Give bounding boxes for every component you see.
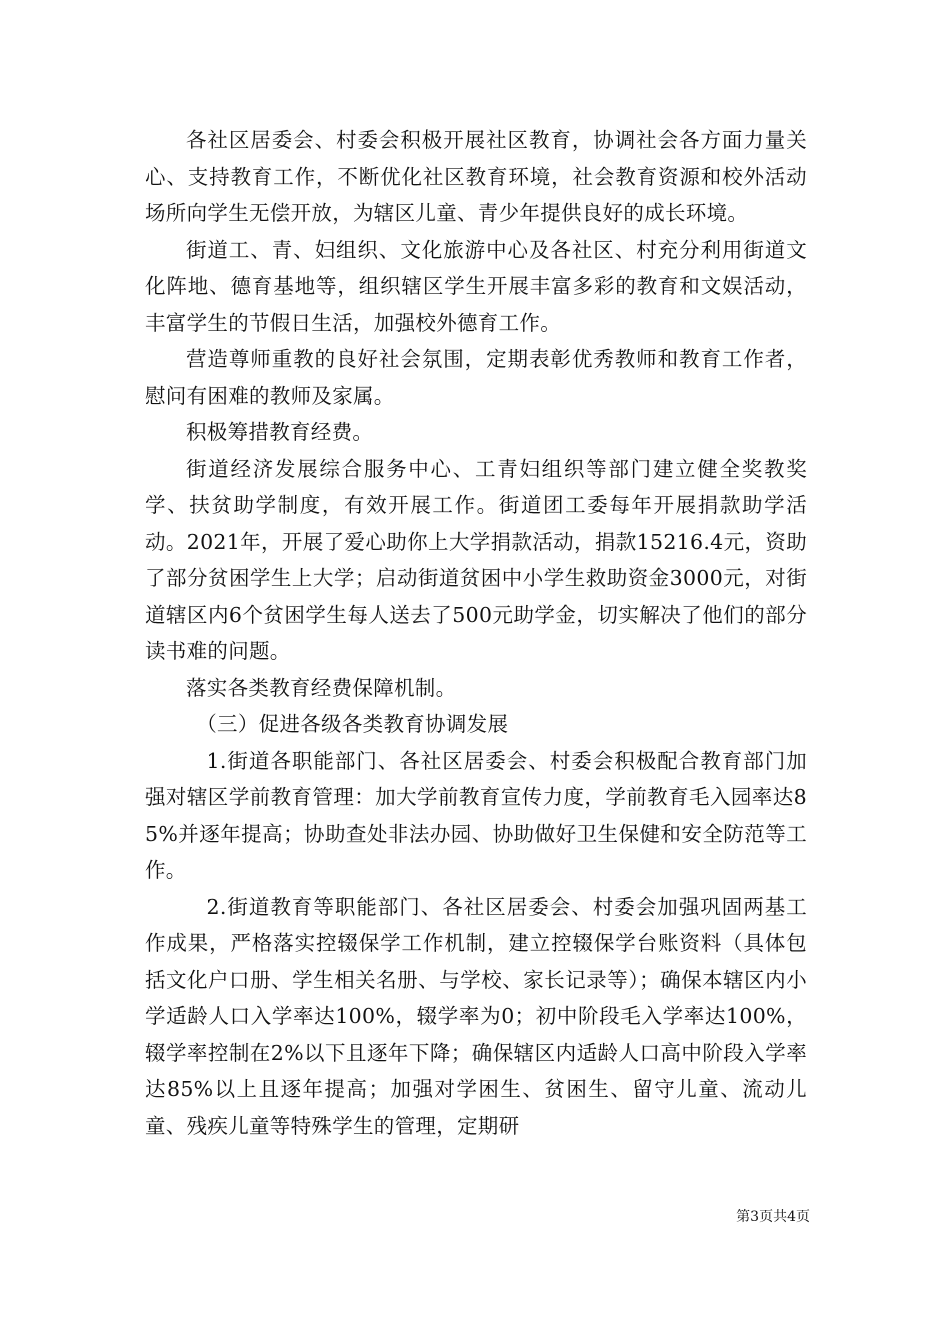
page-number: 第3页共4页 [736,1209,810,1225]
paragraph-fund-mechanism: 落实各类教育经费保障机制。 [186,675,457,700]
paragraph-student-aid: 街道经济发展综合服务中心、工青妇组织等部门建立健全奖教奖学、扶贫助学制度，有效开展工作。街道团工委每年开展捐款助学活动。2021年，开展了爱心助你上大学捐款活动，捐款15216.4元，资助了部分贫困学生上大学；启动街道贫困中小学生救助资金3000元，对街道辖区内6个贫困学生每人送去了500元助学金，切实解决了他们的部分读书难的问题。 [145,456,807,663]
paragraph-compulsory-education: 2.街道教育等职能部门、各社区居委会、村委会加强巩固两基工作成果，严格落实控辍保学工作机制，建立控辍保学台账资料（具体包括文化户口册、学生相关名册、与学校、家长记录等）；确保本辖区内小学适龄人口入学率达100%，辍学率为0；初中阶段毛入学率达100%，辍学率控制在2%以下且逐年下降；确保辖区内适龄人口高中阶段入学率达85%以上且逐年提高；加强对学困生、贫困生、留守儿童、流动儿童、残疾儿童等特殊学生的管理，定期研 [145,894,807,1138]
section-heading: （三）促进各级各类教育协调发展 [196,712,509,736]
paragraph-preschool: 1.街道各职能部门、各社区居委会、村委会积极配合教育部门加强对辖区学前教育管理：加大学前教育宣传力度，学前教育毛入园率达85%并逐年提高；协助查处非法办园、协助做好卫生保健和安全防范等工作。 [145,748,807,882]
paragraph-community-education: 各社区居委会、村委会积极开展社区教育，协调社会各方面力量关心、支持教育工作，不断优化社区教育环境，社会教育资源和校外活动场所向学生无偿开放，为辖区儿童、青少年提供良好的成长环境。 [145,128,807,225]
paragraph-youth-activities: 街道工、青、妇组织、文化旅游中心及各社区、村充分利用街道文化阵地、德育基地等，组织辖区学生开展丰富多彩的教育和文娱活动，丰富学生的节假日生活，加强校外德育工作。 [145,237,807,335]
document-body [145,122,807,1144]
paragraph-raise-funds: 积极筹措教育经费。 [186,420,374,444]
paragraph-respect-teachers: 营造尊师重教的良好社会氛围，定期表彰优秀教师和教育工作者，慰问有困难的教师及家属。 [145,347,807,408]
